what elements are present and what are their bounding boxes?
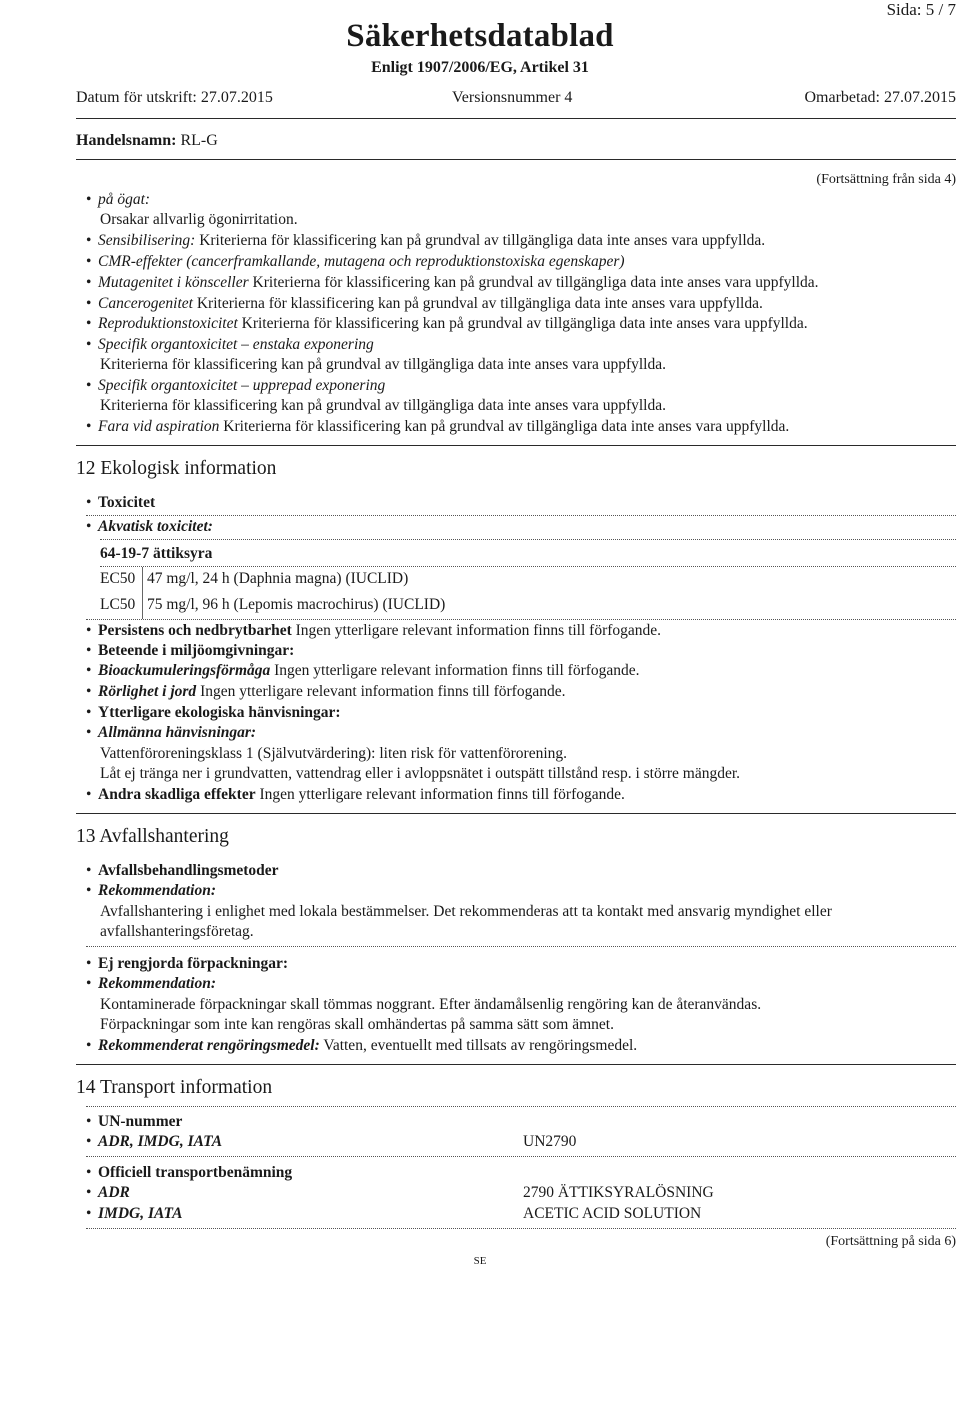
transport-divider [86, 1156, 956, 1157]
header-divider [76, 118, 956, 119]
waste-divider [86, 946, 956, 947]
eye-item: • på ögat: [86, 191, 150, 209]
page-number: Sida: 5 / 7 [886, 0, 956, 19]
substance-divider [100, 566, 956, 567]
toxicity-item: • Toxicitet [86, 494, 155, 512]
stot-repeated-item: • Specifik organtoxicitet – upprepad exponering [86, 377, 385, 395]
section-12-heading: 12 Ekologisk information [76, 458, 277, 479]
recommendation-text-cont: avfallshanteringsföretag. [100, 923, 254, 940]
shipping-name-item: • Officiell transportbenämning [86, 1164, 292, 1182]
eye-text: Orsakar allvarlig ögonirritation. [100, 211, 298, 228]
further-info-item: • Ytterligare ekologiska hänvisningar: [86, 704, 341, 722]
aquatic-toxicity-item: • Akvatisk toxicitet: [86, 518, 213, 536]
revised-date: Omarbetad: 27.07.2015 [804, 89, 956, 106]
un-number-value: UN2790 [523, 1133, 577, 1150]
other-effects-item: • Andra skadliga effekter Ingen ytterligare relevant information finns till förfogande. [86, 786, 625, 804]
table-column-divider [142, 567, 143, 619]
imdg-item: • IMDG, IATA [86, 1205, 182, 1223]
stot-single-text: Kriterierna för klassificering kan på grundval av tillgängliga data inte anses vara uppfyllda. [100, 356, 666, 373]
trade-divider [76, 159, 956, 160]
adr-value: 2790 ÄTTIKSYRALÖSNING [523, 1184, 714, 1201]
recommendation-text: Avfallshantering i enlighet med lokala bestämmelser. Det rekommenderas att ta kontakt med ansvarig myndighet eller [100, 903, 832, 920]
behaviour-item: • Beteende i miljöomgivningar: [86, 642, 294, 660]
aspiration-item: • Fara vid aspiration Kriterierna för klassificering kan på grundval av tillgängliga data inte anses vara uppfyllda. [86, 418, 789, 436]
reproductive-item: • Reproduktionstoxicitet Kriterierna för klassificering kan på grundval av tillgängliga data inte anses vara uppfyllda. [86, 315, 808, 333]
general-notes-item: • Allmänna hänvisningar: [86, 724, 256, 742]
sensitisation-item: • Sensibilisering: Kriterierna för klassificering kan på grundval av tillgängliga data inte anses vara uppfyllda. [86, 232, 765, 250]
recommendation-item: • Rekommendation: [86, 882, 216, 900]
table-row-code: LC50 [100, 596, 136, 613]
imdg-value: ACETIC ACID SOLUTION [523, 1205, 702, 1222]
toxicity-divider [86, 515, 956, 516]
print-date: Datum för utskrift: 27.07.2015 [76, 89, 273, 106]
continued-on: (Fortsättning på sida 6) [825, 1234, 956, 1249]
aquatic-divider [100, 539, 956, 540]
table-bottom-divider [86, 619, 956, 620]
mobility-item: • Rörlighet i jord Ingen ytterligare relevant information finns till förfogande. [86, 683, 565, 701]
transport-divider [86, 1106, 956, 1107]
cmr-item: • CMR-effekter (cancerframkallande, mutagena och reproduktionstoxiska egenskaper) [86, 253, 625, 271]
transport-divider [86, 1228, 956, 1229]
packaging-text-cont: Förpackningar som inte kan rengöras skall omhändertas på samma sätt som ämnet. [100, 1016, 614, 1033]
table-row-code: EC50 [100, 570, 136, 587]
stot-repeated-text: Kriterierna för klassificering kan på grundval av tillgängliga data inte anses vara uppfyllda. [100, 397, 666, 414]
uncleaned-packaging-item: • Ej rengjorda förpackningar: [86, 955, 288, 973]
persistence-item: • Persistens och nedbrytbarhet Ingen ytterligare relevant information finns till förfogande. [86, 622, 661, 640]
mutagenicity-item: • Mutagenitet i könsceller Kriterierna för klassificering kan på grundval av tillgängliga data inte anses vara uppfyllda. [86, 274, 819, 292]
substance-name: 64-19-7 ättiksyra [100, 545, 213, 562]
country-code: SE [473, 1255, 487, 1267]
document-title: Säkerhetsdatablad [346, 18, 614, 54]
cleaning-agent-item: • Rekommenderat rengöringsmedel: Vatten, eventuellt med tillsats av rengöringsmedel. [86, 1037, 637, 1055]
table-row-value: 75 mg/l, 96 h (Lepomis macrochirus) (IUCLID) [147, 596, 446, 613]
waste-methods-item: • Avfallsbehandlingsmetoder [86, 862, 279, 880]
table-row-value: 47 mg/l, 24 h (Daphnia magna) (IUCLID) [147, 570, 409, 587]
section-divider [76, 1064, 956, 1065]
bioaccumulation-item: • Bioackumuleringsförmåga Ingen ytterligare relevant information finns till förfogande. [86, 662, 640, 680]
version-number: Versionsnummer 4 [452, 89, 573, 106]
stot-single-item: • Specifik organtoxicitet – enstaka exponering [86, 336, 374, 354]
document-subtitle: Enligt 1907/2006/EG, Artikel 31 [371, 59, 589, 76]
adr-item: • ADR [86, 1184, 130, 1202]
section-divider [76, 445, 956, 446]
carcinogenicity-item: • Cancerogenitet Kriterierna för klassificering kan på grundval av tillgängliga data inte anses vara uppfyllda. [86, 295, 763, 313]
groundwater-text: Låt ej tränga ner i grundvatten, vattendrag eller i avloppsnätet i outspätt tillstånd resp. i större mängder. [100, 765, 741, 782]
un-number-item: • UN-nummer [86, 1113, 182, 1131]
trade-name: Handelsnamn: RL-G [76, 132, 218, 149]
packaging-text: Kontaminerade förpackningar skall tömmas noggrant. Efter ändamålsenlig rengöring kan de återanvändas. [100, 996, 762, 1013]
section-divider [76, 813, 956, 814]
water-hazard-text: Vattenföroreningsklass 1 (Självutvärdering): liten risk för vattenförorening. [100, 745, 568, 762]
recommendation-item: • Rekommendation: [86, 975, 216, 993]
un-modes-item: • ADR, IMDG, IATA [86, 1133, 222, 1151]
section-13-heading: 13 Avfallshantering [76, 826, 229, 847]
continued-from: (Fortsättning från sida 4) [816, 172, 956, 187]
section-14-heading: 14 Transport information [76, 1077, 273, 1098]
